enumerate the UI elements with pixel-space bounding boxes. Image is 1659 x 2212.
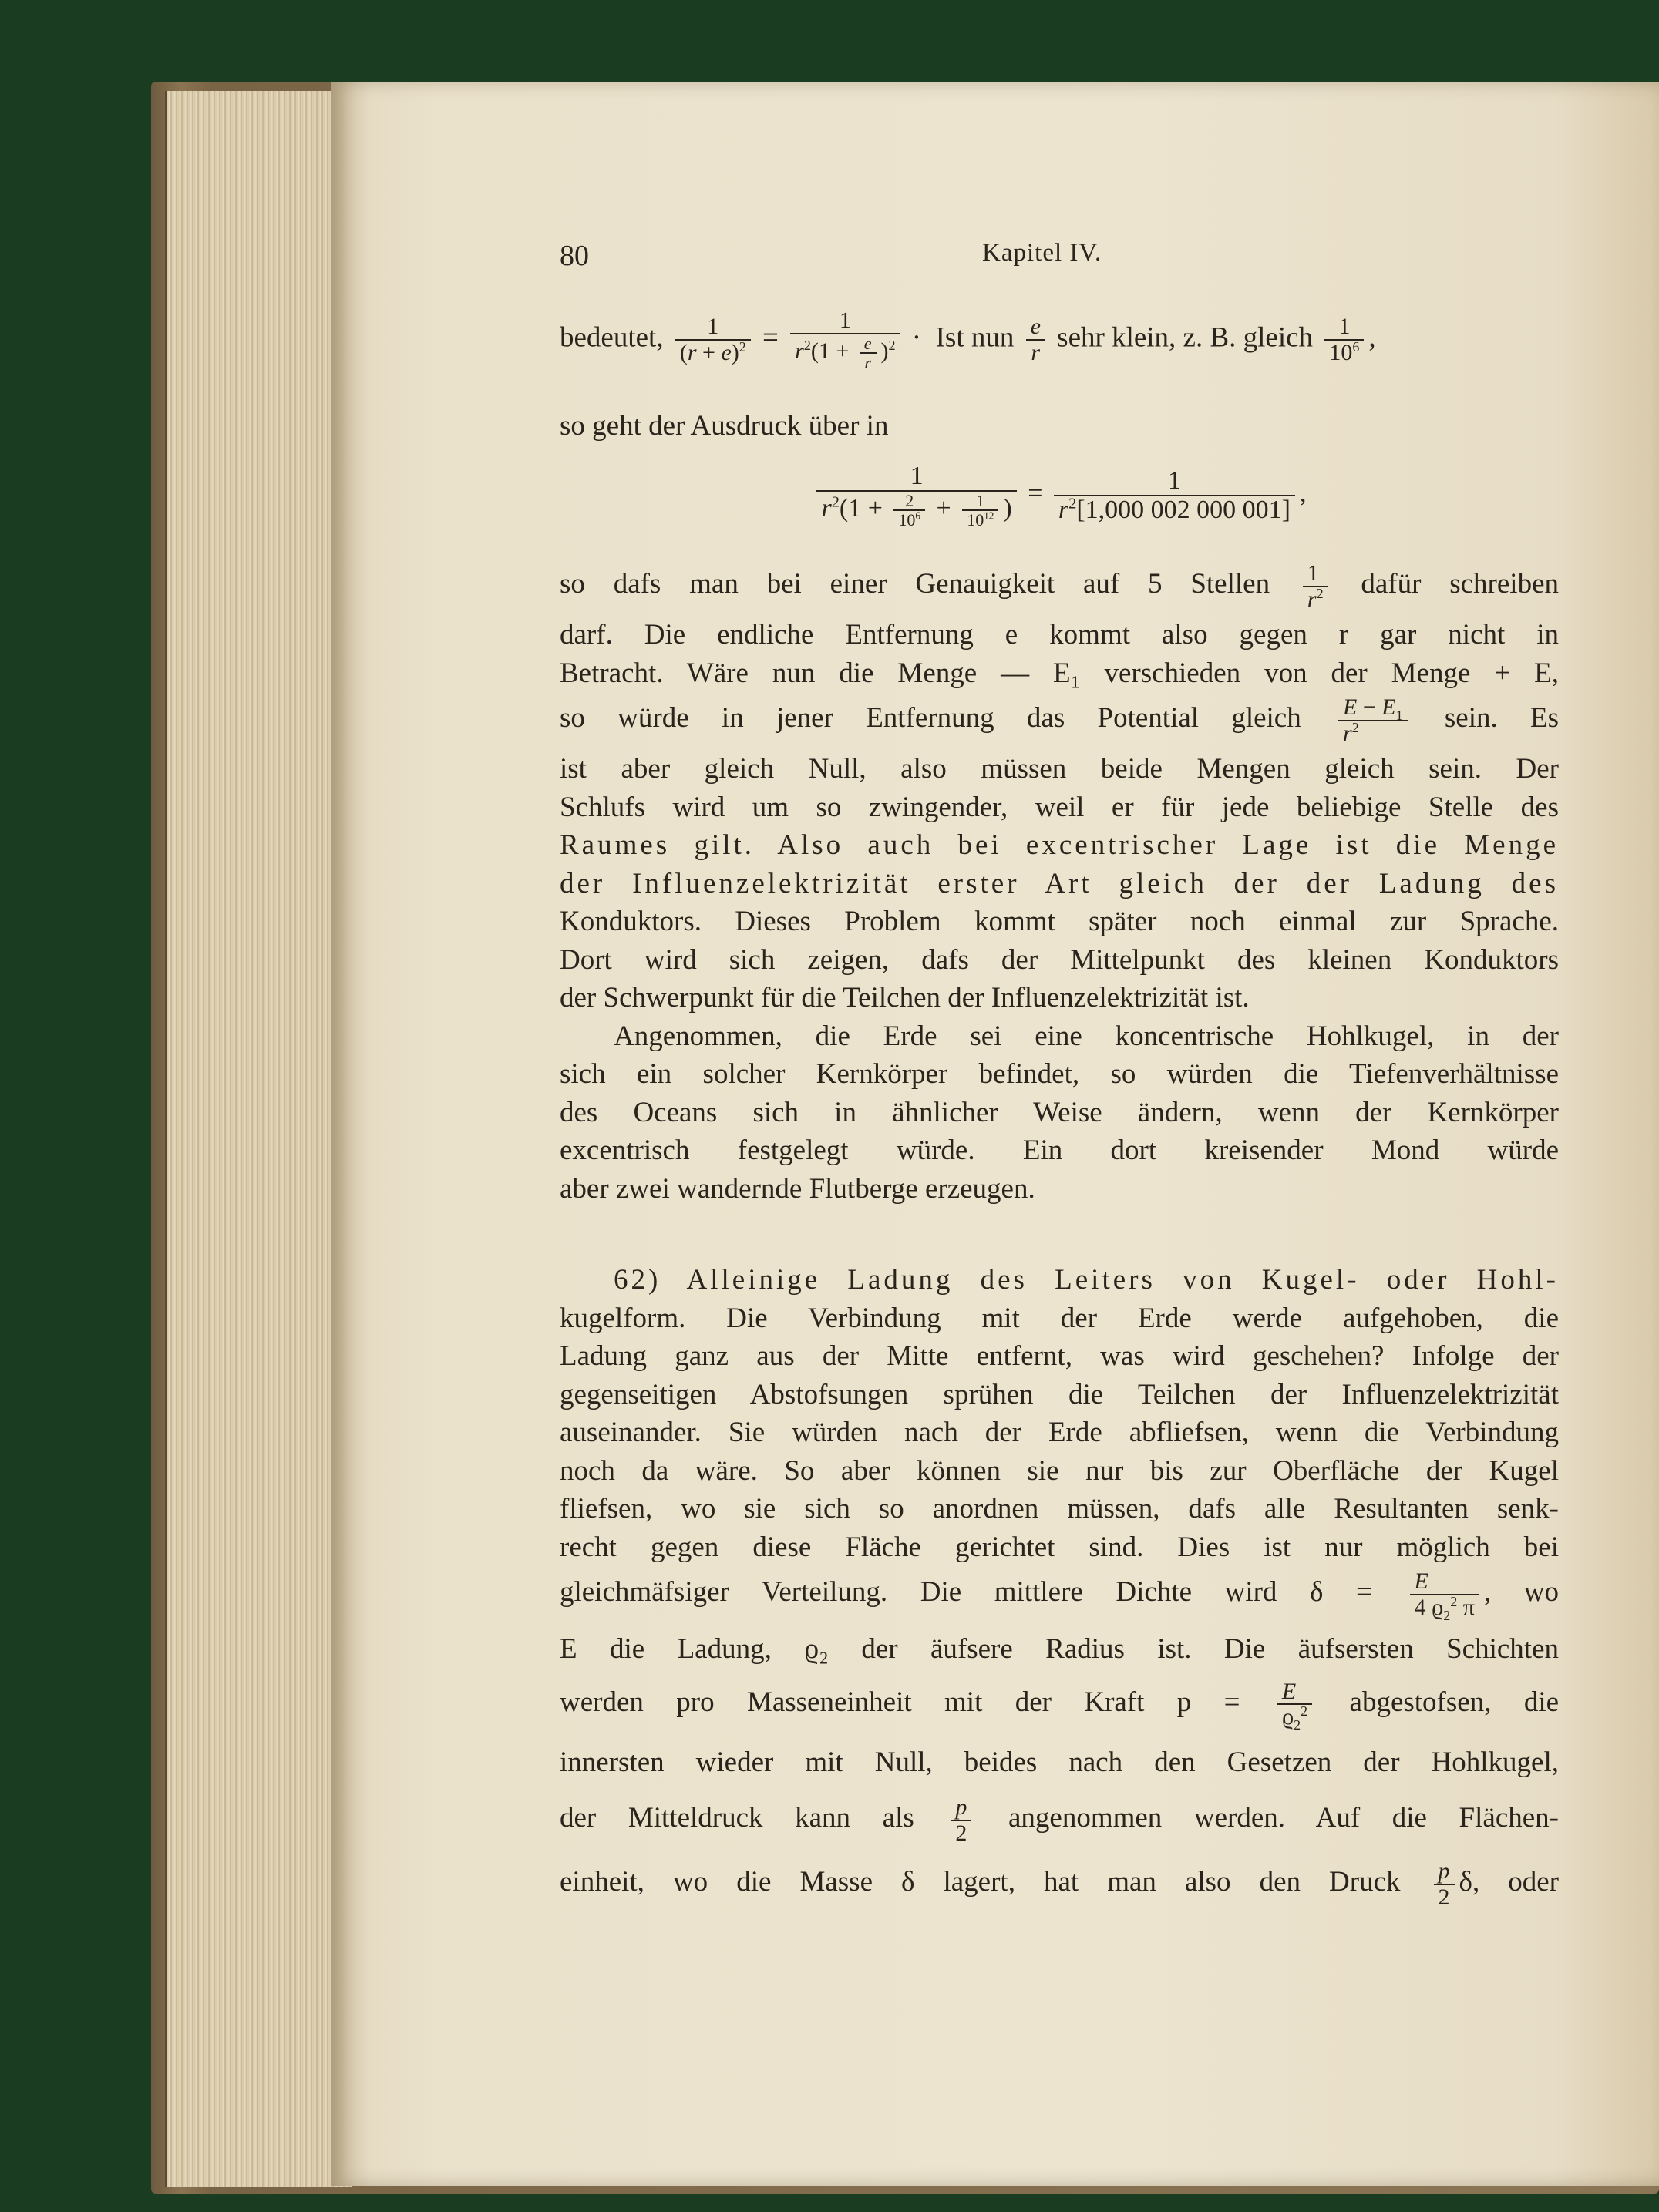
fraction-expanded: 1 $r^2(1$ + $\frac{e}{r}$ )$^2$ [790, 308, 900, 371]
text-line: gegenseitigen Abstofsungen sprühen die Teilchen der Influenzelektrizität [560, 1378, 1559, 1410]
text-line: Schlufs wird um so zwingender, weil er für jede beliebige Stelle des [560, 791, 1559, 823]
text-line: Ladung ganz aus der Mitte entfernt, was wird geschehen? Infolge der [560, 1340, 1559, 1372]
fraction-p-half: $\frac{p}{2}$ [951, 1795, 971, 1845]
text-line: recht gegen diese Fläche gerichtet sind. Dies ist nur möglich bei [560, 1531, 1559, 1563]
section-62-tail [560, 1569, 1559, 1909]
text-line: fliefsen, wo sie sich so anordnen müssen, dafs alle Resultanten senk- [560, 1493, 1559, 1525]
fraction-density: $\frac{E}{4 ϱ_2^2 \pi}$ [1410, 1569, 1479, 1619]
fraction-inverse-square: $\frac{1}{(r + e)^2}$ [675, 314, 751, 365]
page-edges [165, 91, 352, 2187]
text-bedeutet: bedeutet, [560, 321, 664, 354]
section-62 [560, 1261, 1559, 1566]
text-line: E die Ladung, ϱ₂ der äufsere Radius ist. Die äufsersten Schichten [560, 1633, 1559, 1665]
text-line: so dafs man bei einer Genauigkeit auf 5 Stellen $\frac{1}{r^2}$ dafür schreiben [560, 560, 1559, 612]
text-line: der Mitteldruck kann als $\frac{p}{2}$ angenommen werden. Auf die Flächen- [560, 1794, 1560, 1846]
fraction-e-over-r: $\frac{e}{r}$ [1026, 314, 1045, 365]
text-line: Betracht. Wäre nun die Menge — E₁ verschieden von der Menge + E, [560, 657, 1559, 689]
text-line: der Schwerpunkt für die Teilchen der Influenzelektrizität ist. [560, 982, 1250, 1014]
formula-line-1: bedeutet, $\frac{1}{(r + e)^2}$ = 1 $r^2(1$ + $\frac{e}{r}$ )$^2$ · Ist nun $\frac{e}{r}$ sehr klein, z. B. gleich $\frac{1}{10^6}$ , [560, 308, 1376, 372]
running-title: Kapitel IV. [982, 239, 1102, 267]
text-line: Dort wird sich zeigen, dafs der Mittelpunkt des kleinen Konduktors [560, 943, 1559, 976]
text-line: so würde in jener Entfernung das Potential gleich $\frac{E - E_1}{r^2}$ sein. Es [560, 694, 1560, 746]
page-header [560, 239, 1559, 277]
text-line: des Oceans sich in ähnlicher Weise ändern, wenn der Kernkörper [560, 1096, 1559, 1128]
text-line: gleichmäfsiger Verteilung. Die mittlere Dichte wird δ = $\frac{E}{4 ϱ_2^2 \pi}$ , wo [560, 1568, 1559, 1623]
text-line: werden pro Masseneinheit mit der Kraft p = $\frac{E}{ϱ_2^2}$ abgestofsen, die [560, 1678, 1560, 1733]
text-line: darf. Die endliche Entfernung e kommt also gegen r gar nicht in [560, 619, 1559, 650]
fraction-numeric: $\frac{1}{r^2[1,000 002 000 001]}$ [1054, 467, 1295, 523]
page-number: 80 [560, 240, 589, 272]
fraction-series: 1 $r^2(1$ + $\frac{2}{10^6}$ + $\frac{1}{10^{12}}$ ) [816, 462, 1016, 529]
text-line: innersten wieder mit Null, beides nach den Gesetzen der Hohlkugel, [560, 1746, 1559, 1778]
text-ist-nun: Ist nun [935, 321, 1015, 354]
fraction-one-over-million: $\frac{1}{10^6}$ [1324, 314, 1364, 365]
fraction-potential: $\frac{E - E_1}{r^2}$ [1338, 695, 1408, 745]
text-line: sich ein solcher Kernkörper befindet, so würden die Tiefenverhältnisse [560, 1058, 1559, 1090]
text-line: ist aber gleich Null, also müssen beide Mengen gleich sein. Der [560, 753, 1559, 785]
text-line: auseinander. Sie würden nach der Erde abfliefsen, wenn die Verbindung [560, 1417, 1559, 1448]
text-line: Konduktors. Dieses Problem kommt später noch einmal zur Sprache. [560, 906, 1559, 937]
text-line: Angenommen, die Erde sei eine koncentrische Hohlkugel, in der [614, 1020, 1559, 1052]
text-line: Raumes gilt. Also auch bei excentrischer Lage ist die Menge [560, 829, 1559, 861]
text-line: noch da wäre. So aber können sie nur bis zur Oberfläche der Kugel [560, 1454, 1559, 1487]
section-heading-line: 62) Alleinige Ladung des Leiters von Kugel- oder Hohl- [614, 1264, 1559, 1296]
text-line: kugelform. Die Verbindung mit der Erde werde aufgehoben, die [560, 1302, 1559, 1334]
text-line: excentrisch festgelegt würde. Ein dort kreisender Mond würde [560, 1135, 1559, 1166]
text-sehr-klein: sehr klein, z. B. gleich [1057, 321, 1314, 354]
text-line: der Influenzelektrizität erster Art gleich der der Ladung des [560, 867, 1559, 899]
text-so-geht: so geht der Ausdruck über in [560, 410, 889, 442]
fraction-one-over-r2: $\frac{1}{r^2}$ [1303, 561, 1328, 611]
text-line: aber zwei wandernde Flutberge erzeugen. [560, 1172, 1035, 1205]
fraction-force: $\frac{E}{ϱ_2^2}$ [1277, 1679, 1312, 1730]
paragraph-potential [560, 561, 1559, 1208]
fraction-p-half-2: $\frac{p}{2}$ [1434, 1859, 1455, 1909]
display-equation: 1 $r^2(1$ + $\frac{2}{10^6}$ + $\frac{1}{10^{12}}$ ) = $\frac{1}{r^2[1,000 002 000 001]}$ , [560, 462, 1559, 529]
text-line: einheit, wo die Masse δ lagert, hat man also den Druck $\frac{p}{2}$ δ, oder [560, 1858, 1559, 1910]
